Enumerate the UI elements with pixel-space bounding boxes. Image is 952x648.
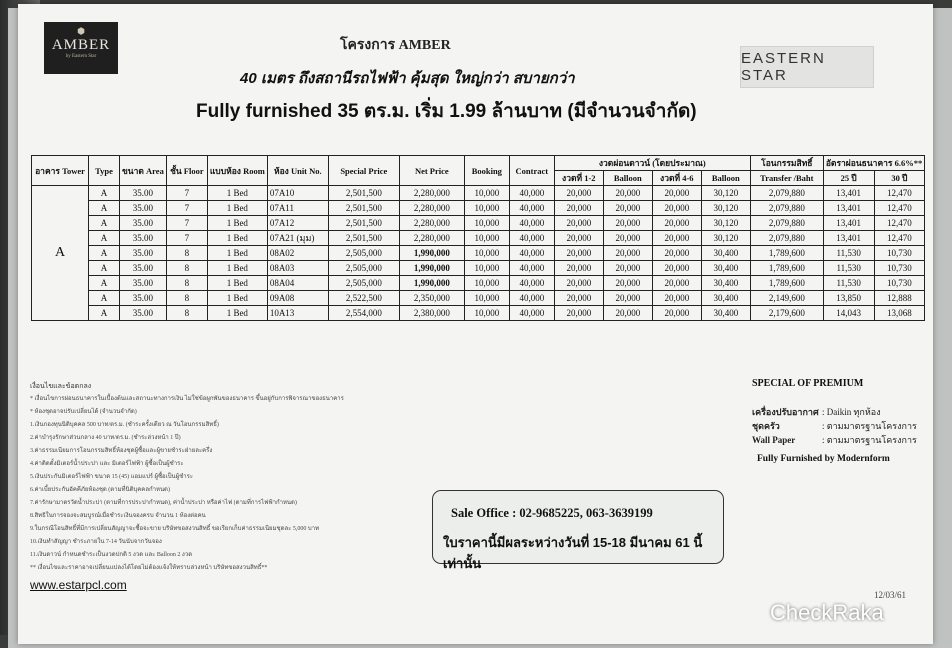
table-cell: 1 Bed (207, 216, 267, 231)
terms-line: 3.ค่าธรรมเนียมการโอนกรรมสิทธิ์ห้องชุดผู้ซื้อและผู้ขายชำระฝ่ายละครึ่ง (30, 448, 213, 454)
col-down-group: งวดผ่อนดาวน์ (โดยประมาณ) (554, 156, 750, 171)
table-cell: 2,501,500 (328, 186, 399, 201)
table-cell: 10,000 (464, 276, 509, 291)
table-cell: 1,789,600 (750, 276, 823, 291)
table-cell: 12,888 (874, 291, 925, 306)
table-cell: A (89, 291, 120, 306)
table-cell: 30,120 (701, 201, 750, 216)
table-cell: A (89, 261, 120, 276)
table-cell: 40,000 (509, 306, 554, 321)
table-cell: 40,000 (509, 291, 554, 306)
table-cell: 40,000 (509, 201, 554, 216)
col-contract: Contract (509, 156, 554, 186)
table-cell: 11,530 (823, 261, 874, 276)
premium-label: Wall Paper (752, 435, 796, 445)
table-cell: 20,000 (603, 291, 652, 306)
table-cell: 40,000 (509, 276, 554, 291)
fully-furnished-note: Fully Furnished by Modernform (757, 454, 890, 464)
table-cell: 10,000 (464, 306, 509, 321)
watermark-b: Raka (832, 600, 884, 625)
amber-logo (44, 22, 118, 74)
table-cell: 11,530 (823, 276, 874, 291)
col-tower: อาคาร Tower (32, 156, 89, 186)
table-cell: 13,401 (823, 216, 874, 231)
col-25y: 25 ปี (823, 171, 874, 186)
table-cell: 8 (166, 261, 207, 276)
terms-line: 8.สิทธิในการจองจะสมบูรณ์เมื่อชำระเงินจองครบ จำนวน 1 ห้องต่อคน (30, 513, 206, 519)
table-cell: 20,000 (603, 261, 652, 276)
col-inst-4-6: งวดที่ 4-6 (652, 171, 701, 186)
col-room: แบบห้อง Room (207, 156, 267, 186)
table-cell: 20,000 (554, 231, 603, 246)
table-cell: 09A08 (267, 291, 328, 306)
table-cell: 8 (166, 276, 207, 291)
premium-value: : Daikin ทุกห้อง (822, 407, 881, 417)
table-cell: 13,068 (874, 306, 925, 321)
table-cell: 1,990,000 (399, 246, 464, 261)
tower-cell: A (32, 186, 89, 321)
table-cell: A (89, 276, 120, 291)
terms-line: ** เงื่อนไขและราคาอาจเปลี่ยนแปลงได้โดยไม่ต้องแจ้งให้ทราบล่วงหน้า บริษัทขอสงวนสิทธิ์** (30, 565, 268, 571)
col-transfer: Transfer /Baht (750, 171, 823, 186)
terms-line: * เงื่อนไขการผ่อนธนาคารในเบื้องต้นและสถานะทางการเงิน ไม่ใช่ข้อผูกพันของธนาคาร ขึ้นอยู่กับการพิจารณาของธนาคาร (30, 396, 344, 402)
table-cell: 1,789,600 (750, 246, 823, 261)
table-cell: 35.00 (120, 246, 167, 261)
table-cell: 40,000 (509, 186, 554, 201)
col-transfer-group: โอนกรรมสิทธิ์ (750, 156, 823, 171)
terms-notes (30, 380, 430, 575)
table-cell: 20,000 (554, 291, 603, 306)
table-cell: A (89, 216, 120, 231)
table-cell: A (89, 246, 120, 261)
table-cell: 07A12 (267, 216, 328, 231)
table-cell: 1,990,000 (399, 261, 464, 276)
table-cell: 20,000 (652, 246, 701, 261)
table-cell: 20,000 (554, 246, 603, 261)
table-cell: A (89, 231, 120, 246)
table-cell: 35.00 (120, 306, 167, 321)
table-cell: 1 Bed (207, 291, 267, 306)
table-cell: 1,789,600 (750, 261, 823, 276)
table-cell: 35.00 (120, 201, 167, 216)
table-cell: 2,280,000 (399, 216, 464, 231)
amber-logo-mark-icon: ⬢ (77, 26, 85, 36)
terms-line: 9.ในกรณีโอนสิทธิ์ที่มีการเปลี่ยนสัญญาจะซื้อจะขาย บริษัทขอสงวนสิทธิ์ ขอเรียกเก็บค่าธรรมเนียมชุดละ 5,000 บาท (30, 526, 320, 532)
table-cell: 35.00 (120, 276, 167, 291)
document-date: 12/03/61 (874, 590, 907, 600)
col-unit: ห้อง Unit No. (267, 156, 328, 186)
table-cell: 7 (166, 231, 207, 246)
table-cell: 20,000 (652, 216, 701, 231)
terms-line: 4.ค่าติดตั้งมิเตอร์น้ำประปา และ มิเตอร์ไฟฟ้า ผู้ซื้อเป็นผู้ชำระ (30, 461, 184, 467)
terms-line: 11.เงินดาวน์ กำหนดชำระเป็นงวดปกติ 5 งวด และ Balloon 2 งวด (30, 552, 193, 558)
table-cell: 1 Bed (207, 201, 267, 216)
table-cell: 40,000 (509, 246, 554, 261)
table-cell: 35.00 (120, 186, 167, 201)
premium-row (752, 405, 881, 419)
table-cell: 2,079,880 (750, 231, 823, 246)
premium-label: ชุดครัว (752, 421, 780, 431)
table-row (32, 186, 925, 201)
premium-value: : ตามมาตรฐานโครงการ (822, 435, 917, 445)
table-cell: 20,000 (652, 291, 701, 306)
table-cell: 8 (166, 246, 207, 261)
table-cell: 20,000 (603, 276, 652, 291)
table-cell: 1 Bed (207, 231, 267, 246)
table-cell: 08A04 (267, 276, 328, 291)
table-cell: 20,000 (652, 201, 701, 216)
table-cell: 08A03 (267, 261, 328, 276)
premium-row (752, 419, 917, 433)
table-cell: 12,470 (874, 216, 925, 231)
terms-line: 5.เงินประกันมิเตอร์ไฟฟ้า ขนาด 15 (45) แอมแปร์ ผู้ซื้อเป็นผู้ชำระ (30, 474, 194, 480)
sale-office-phone: Sale Office : 02-9685225, 063-3639199 (451, 506, 653, 520)
sale-office-box (432, 490, 724, 571)
table-cell: A (89, 186, 120, 201)
table-cell: 30,400 (701, 306, 750, 321)
table-cell: 20,000 (652, 231, 701, 246)
table-cell: 8 (166, 291, 207, 306)
premium-row (752, 433, 917, 447)
table-cell: 10,000 (464, 216, 509, 231)
table-cell: 1,990,000 (399, 276, 464, 291)
terms-line: 6.ค่าเบี้ยประกันอัคคีภัยห้องชุด (ตามที่นิติบุคคลกำหนด) (30, 487, 170, 493)
terms-line: 7.ค่ารักษามาตรวัดน้ำประปา (ตามที่การประปากำหนด), ค่าน้ำประปา หรือค่าไฟ (ตามที่การไฟฟ้ากำหนด) (30, 500, 297, 506)
table-cell: 20,000 (652, 306, 701, 321)
table-cell: 2,505,000 (328, 261, 399, 276)
terms-heading: เงื่อนไขและข้อตกลง (30, 382, 92, 390)
table-cell: 10,000 (464, 291, 509, 306)
col-area: ขนาด Area (120, 156, 167, 186)
premium-value: : ตามมาตรฐานโครงการ (822, 421, 917, 431)
table-cell: 7 (166, 201, 207, 216)
table-cell: 12,470 (874, 186, 925, 201)
price-validity: ใบราคานี้มีผลระหว่างวันที่ 15-18 มีนาคม 61 นี้เท่านั้น (443, 535, 703, 571)
table-row (32, 216, 925, 231)
table-cell: 20,000 (603, 216, 652, 231)
table-cell: 20,000 (652, 261, 701, 276)
table-cell: 08A02 (267, 246, 328, 261)
table-cell: 10,730 (874, 276, 925, 291)
table-cell: 20,000 (554, 186, 603, 201)
table-cell: 40,000 (509, 231, 554, 246)
price-table (31, 155, 925, 321)
table-cell: 07A11 (267, 201, 328, 216)
table-row (32, 276, 925, 291)
col-net-price: Net Price (399, 156, 464, 186)
premium-title: SPECIAL OF PREMIUM (752, 378, 864, 389)
table-cell: 20,000 (603, 246, 652, 261)
table-row (32, 306, 925, 321)
table-cell: 2,079,880 (750, 216, 823, 231)
table-cell: 20,000 (652, 186, 701, 201)
amber-logo-text: AMBER (51, 37, 111, 53)
table-cell: 13,401 (823, 201, 874, 216)
table-cell: 13,850 (823, 291, 874, 306)
table-cell: 20,000 (603, 201, 652, 216)
table-cell: 1 Bed (207, 276, 267, 291)
table-cell: 10,000 (464, 201, 509, 216)
table-cell: 10,730 (874, 246, 925, 261)
table-cell: 30,400 (701, 246, 750, 261)
table-cell: 40,000 (509, 216, 554, 231)
table-cell: 2,079,880 (750, 201, 823, 216)
table-cell: 13,401 (823, 231, 874, 246)
terms-line: 10.เงินทำสัญญา ชำระภายใน 7-14 วันนับจากวันจอง (30, 539, 162, 545)
project-subtitle: 40 เมตร ถึงสถานีรถไฟฟ้า คุ้มสุด ใหญ่กว่า สบายกว่า (240, 70, 575, 87)
project-title: โครงการ AMBER (340, 38, 451, 53)
table-cell: 30,120 (701, 186, 750, 201)
table-cell: 11,530 (823, 246, 874, 261)
table-cell: 40,000 (509, 261, 554, 276)
table-cell: 2,380,000 (399, 306, 464, 321)
table-cell: 10,000 (464, 246, 509, 261)
table-cell: 10,000 (464, 186, 509, 201)
table-cell: A (89, 306, 120, 321)
terms-line: 1.เงินกองทุนนิติบุคคล 500 บาท/ตร.ม. (ชำระครั้งเดียว ณ วันโอนกรรมสิทธิ์) (30, 422, 219, 428)
table-cell: 2,505,000 (328, 246, 399, 261)
table-cell: 2,501,500 (328, 216, 399, 231)
col-rate-group: อัตราผ่อนธนาคาร 6.6%** (823, 156, 924, 171)
terms-line: * ห้องชุดอาจปรับเปลี่ยนได้ (จำนวนจำกัด) (30, 409, 137, 415)
table-cell: 10,000 (464, 261, 509, 276)
table-cell: 12,470 (874, 231, 925, 246)
table-cell: 12,470 (874, 201, 925, 216)
table-cell: 1 Bed (207, 246, 267, 261)
table-cell: 35.00 (120, 231, 167, 246)
table-cell: 20,000 (652, 276, 701, 291)
price-table-body (32, 186, 925, 321)
table-cell: 2,522,500 (328, 291, 399, 306)
table-cell: 2,505,000 (328, 276, 399, 291)
table-cell: 2,280,000 (399, 201, 464, 216)
table-row (32, 231, 925, 246)
eastern-star-logo: EASTERN STAR (740, 46, 874, 88)
table-cell: 2,079,880 (750, 186, 823, 201)
table-cell: 2,501,500 (328, 231, 399, 246)
col-booking: Booking (464, 156, 509, 186)
table-row (32, 201, 925, 216)
col-balloon-1: Balloon (603, 171, 652, 186)
table-cell: 20,000 (554, 261, 603, 276)
table-cell: 2,280,000 (399, 231, 464, 246)
table-cell: 1 Bed (207, 306, 267, 321)
table-cell: 07A10 (267, 186, 328, 201)
checkraka-watermark (770, 600, 884, 626)
table-row (32, 291, 925, 306)
table-cell: 2,501,500 (328, 201, 399, 216)
table-cell: 1 Bed (207, 186, 267, 201)
table-cell: 20,000 (554, 276, 603, 291)
table-cell: 35.00 (120, 216, 167, 231)
table-cell: 10A13 (267, 306, 328, 321)
table-cell: 14,043 (823, 306, 874, 321)
headline: Fully furnished 35 ตร.ม. เริ่ม 1.99 ล้านบาท (มีจำนวนจำกัด) (196, 101, 697, 122)
table-cell: 07A21 (มุม) (267, 231, 328, 246)
table-cell: 13,401 (823, 186, 874, 201)
table-cell: 20,000 (603, 306, 652, 321)
table-cell: 20,000 (603, 231, 652, 246)
table-cell: 2,280,000 (399, 186, 464, 201)
table-row (32, 246, 925, 261)
table-cell: 2,179,600 (750, 306, 823, 321)
table-cell: 7 (166, 186, 207, 201)
table-cell: 30,400 (701, 291, 750, 306)
table-cell: 20,000 (603, 186, 652, 201)
table-cell: 2,149,600 (750, 291, 823, 306)
table-cell: 35.00 (120, 291, 167, 306)
col-balloon-2: Balloon (701, 171, 750, 186)
table-cell: 20,000 (554, 306, 603, 321)
table-cell: 30,400 (701, 261, 750, 276)
col-special-price: Special Price (328, 156, 399, 186)
table-cell: 30,120 (701, 216, 750, 231)
table-cell: 20,000 (554, 201, 603, 216)
col-30y: 30 ปี (874, 171, 925, 186)
website-link[interactable]: www.estarpcl.com (30, 578, 127, 592)
table-cell: 35.00 (120, 261, 167, 276)
col-floor: ชั้น Floor (166, 156, 207, 186)
table-cell: 8 (166, 306, 207, 321)
table-cell: A (89, 201, 120, 216)
table-cell: 1 Bed (207, 261, 267, 276)
table-cell: 2,350,000 (399, 291, 464, 306)
watermark-a: Check (770, 600, 833, 625)
premium-label: เครื่องปรับอากาศ (752, 407, 819, 417)
table-cell: 30,120 (701, 231, 750, 246)
table-cell: 10,000 (464, 231, 509, 246)
col-type: Type (89, 156, 120, 186)
table-cell: 30,400 (701, 276, 750, 291)
amber-logo-sub: by Eastern Star (65, 54, 97, 59)
col-inst-1-2: งวดที่ 1-2 (554, 171, 603, 186)
table-cell: 10,730 (874, 261, 925, 276)
table-row (32, 261, 925, 276)
terms-line: 2.ค่าบำรุงรักษาส่วนกลาง 40 บาท/ตร.ม. (ชำระล่วงหน้า 1 ปี) (30, 435, 181, 441)
table-cell: 2,554,000 (328, 306, 399, 321)
table-cell: 7 (166, 216, 207, 231)
table-cell: 20,000 (554, 216, 603, 231)
